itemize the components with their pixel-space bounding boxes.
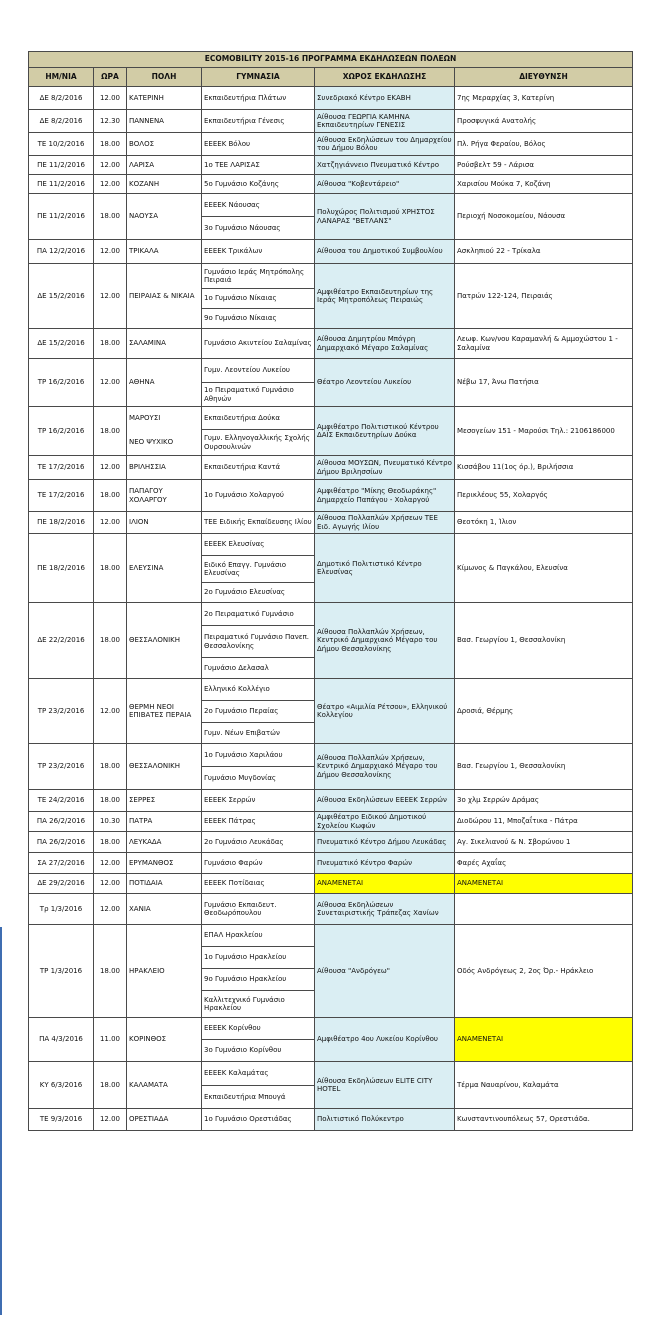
event-date: ΠΕ 11/2/2016 [29, 156, 94, 175]
event-row [29, 534, 633, 556]
event-venue: Αμφιθέατρο "Μίκης Θεοδωράκης" Δημαρχείο Παπάγου - Χολαργού [315, 480, 455, 512]
event-venue: Αίθουσα Εκδηλώσεων του Δημαρχείου του Δήμου Βόλου [315, 133, 455, 156]
event-school: 1ο ΤΕΕ ΛΑΡΙΣΑΣ [202, 156, 315, 175]
event-school: 1ο Γυμνάσιο Ορεστιάδας [202, 1109, 315, 1131]
event-school: 1ο Γυμνάσιο Χαριλάου [202, 744, 315, 767]
event-city [127, 407, 202, 456]
event-city: ΧΑΝΙΑ [127, 894, 202, 925]
event-address: Φαρές Αχαΐας [455, 853, 633, 874]
event-date: ΠΕ 11/2/2016 [29, 194, 94, 240]
event-school: ΕΕΕΕΚ Ποτίδαιας [202, 874, 315, 894]
event-school: 9ο Γυμνάσιο Νίκαιας [202, 309, 315, 329]
event-venue: Αμφιθέατρο Ειδικού Δημοτικού Σχολείου Κωφών [315, 812, 455, 832]
event-venue: Θέατρο Λεοντείου Λυκείου [315, 359, 455, 407]
event-city: ΠΑΤΡΑ [127, 812, 202, 832]
event-address: Δροσιά, Θέρμης [455, 679, 633, 744]
event-school: Ελληνικό Κολλέγιο [202, 679, 315, 701]
event-row [29, 407, 633, 430]
event-city: ΟΡΕΣΤΙΑΔΑ [127, 1109, 202, 1131]
event-time: 12.00 [94, 894, 127, 925]
event-address: Προσφυγικά Ανατολής [455, 110, 633, 133]
event-date: ΠΑ 26/2/2016 [29, 832, 94, 853]
event-city: ΠΟΤΙΔΑΙΑ [127, 874, 202, 894]
event-city: ΛΕΥΚΑΔΑ [127, 832, 202, 853]
event-time: 18.00 [94, 329, 127, 359]
event-time: 11.00 [94, 1018, 127, 1062]
event-school: ΕΕΕΕΚ Σερρών [202, 790, 315, 812]
header-address: ΔΙΕΥΘΥΝΣΗ [455, 68, 633, 87]
event-address: Διοδώρου 11, Μποζαΐτικα - Πάτρα [455, 812, 633, 832]
event-city: ΘΕΣΣΑΛΟΝΙΚΗ [127, 603, 202, 679]
event-time: 12.00 [94, 456, 127, 480]
event-time: 18.00 [94, 925, 127, 1018]
event-address: 3ο χλμ Σερρών Δράμας [455, 790, 633, 812]
event-row [29, 812, 633, 832]
event-date: ΠΕ 18/2/2016 [29, 534, 94, 603]
event-school: 2ο Πειραματικό Γυμνάσιο [202, 603, 315, 626]
event-row [29, 456, 633, 480]
event-time: 18.00 [94, 480, 127, 512]
event-venue: Αίθουσα ΓΕΩΡΓΙΑ ΚΑΜΗΝΑ Εκπαιδευτηρίων ΓΕΝΕΣΙΣ [315, 110, 455, 133]
event-date: ΠΕ 18/2/2016 [29, 512, 94, 534]
event-date: ΤΡ 23/2/2016 [29, 744, 94, 790]
event-venue: Αίθουσα ΜΟΥΣΩΝ, Πνευματικό Κέντρο Δήμου Βριλησσίων [315, 456, 455, 480]
event-date: ΠΑ 4/3/2016 [29, 1018, 94, 1062]
event-address: ΑΝΑΜΕΝΕΤΑΙ [455, 874, 633, 894]
event-row [29, 1018, 633, 1040]
event-school: Εκπαιδευτήρια Γένεσις [202, 110, 315, 133]
event-school: Γυμνάσιο Φαρών [202, 853, 315, 874]
event-time: 18.00 [94, 790, 127, 812]
event-time: 18.00 [94, 534, 127, 603]
event-row [29, 744, 633, 767]
event-time: 10.30 [94, 812, 127, 832]
event-city: ΚΑΤΕΡΙΝΗ [127, 87, 202, 110]
event-time: 12.00 [94, 156, 127, 175]
event-city: ΑΘΗΝΑ [127, 359, 202, 407]
event-venue: Αίθουσα Εκδηλώσεων Συνεταιριστικής Τράπεζας Χανίων [315, 894, 455, 925]
event-school: Γυμνάσιο Μυγδονίας [202, 767, 315, 790]
event-time: 18.00 [94, 744, 127, 790]
event-address [455, 894, 633, 925]
event-address: Κωνσταντινουπόλεως 57, Ορεστιάδα. [455, 1109, 633, 1131]
event-school: ΕΠΑΛ Ηρακλείου [202, 925, 315, 947]
event-city: ΚΟΡΙΝΘΟΣ [127, 1018, 202, 1062]
event-time: 12.00 [94, 874, 127, 894]
event-row [29, 832, 633, 853]
event-school: Γυμν. Νέων Επιβατών [202, 723, 315, 744]
event-city-part: ΜΑΡΟΥΣΙ [129, 414, 161, 423]
event-date: ΠΕ 11/2/2016 [29, 175, 94, 194]
event-address: Ασκληπιού 22 - Τρίκαλα [455, 240, 633, 264]
event-address: Κίμωνος & Παγκάλου, Ελευσίνα [455, 534, 633, 603]
event-date: ΤΕ 17/2/2016 [29, 480, 94, 512]
event-city: ΘΕΣΣΑΛΟΝΙΚΗ [127, 744, 202, 790]
event-venue: Αίθουσα Εκδηλώσεων ΕΕΕΕΚ Σερρών [315, 790, 455, 812]
event-date: Τρ 1/3/2016 [29, 894, 94, 925]
event-school: 5ο Γυμνάσιο Κοζάνης [202, 175, 315, 194]
header-row [29, 68, 633, 87]
event-school: 1ο Πειραματικό Γυμνάσιο Αθηνών [202, 383, 315, 407]
event-date: ΤΡ 16/2/2016 [29, 407, 94, 456]
event-date: ΔΕ 22/2/2016 [29, 603, 94, 679]
event-venue: Αμφιθέατρο 4ου Λυκείου Κορίνθου [315, 1018, 455, 1062]
event-school: 1ο Γυμνάσιο Ηρακλείου [202, 947, 315, 969]
event-city: ΠΕΙΡΑΙΑΣ & ΝΙΚΑΙΑ [127, 264, 202, 329]
event-address: Αγ. Σικελιανού & Ν. Σβορώνου 1 [455, 832, 633, 853]
event-school: Εκπαιδευτήρια Δούκα [202, 407, 315, 430]
event-venue: Θέατρο «Αιμιλία Ρέτσου», Ελληνικού Κολλεγίου [315, 679, 455, 744]
event-venue: ΑΝΑΜΕΝΕΤΑΙ [315, 874, 455, 894]
event-school: 2ο Γυμνάσιο Περαίας [202, 701, 315, 723]
event-school: Γυμνάσιο Ιεράς Μητρόπολης Πειραιά [202, 264, 315, 289]
event-row [29, 480, 633, 512]
event-address: ΑΝΑΜΕΝΕΤΑΙ [455, 1018, 633, 1062]
event-venue: Πνευματικό Κέντρο Φαρών [315, 853, 455, 874]
event-city: ΒΟΛΟΣ [127, 133, 202, 156]
event-city: ΠΑΠΑΓΟΥ ΧΟΛΑΡΓΟΥ [127, 480, 202, 512]
event-city: ΣΕΡΡΕΣ [127, 790, 202, 812]
event-date: ΔΕ 15/2/2016 [29, 264, 94, 329]
event-date: ΔΕ 29/2/2016 [29, 874, 94, 894]
event-time: 12.00 [94, 240, 127, 264]
event-city: ΚΑΛΑΜΑΤΑ [127, 1062, 202, 1109]
event-venue: Πολυχώρος Πολιτισμού ΧΡΗΣΤΟΣ ΛΑΝΑΡΑΣ "ΒΕΤΛΑΝΣ" [315, 194, 455, 240]
event-school: ΤΕΕ Ειδικής Εκπαίδευσης Ιλίου [202, 512, 315, 534]
event-address: Λεωφ. Κων/νου Καραμανλή & Αμμοχώστου 1 - Σαλαμίνα [455, 329, 633, 359]
event-date: ΔΕ 8/2/2016 [29, 110, 94, 133]
event-city: ΗΡΑΚΛΕΙΟ [127, 925, 202, 1018]
event-date: ΣΑ 27/2/2016 [29, 853, 94, 874]
event-school: ΕΕΕΕΚ Βόλου [202, 133, 315, 156]
event-school: Γυμνάσιο Δελασαλ [202, 658, 315, 679]
event-city: ΘΕΡΜΗ ΝΕΟΙ ΕΠΙΒΑΤΕΣ ΠΕΡΑΙΑ [127, 679, 202, 744]
events-table [28, 51, 633, 1131]
event-school: Γυμνάσιο Εκπαιδευτ. Θεοδωρόπουλου [202, 894, 315, 925]
event-venue: Αμφιθέατρο Πολιτιστικού Κέντρου ΔΑΪΣ Εκπαιδευτηρίων Δούκα [315, 407, 455, 456]
event-time: 12.00 [94, 87, 127, 110]
event-time: 12.00 [94, 264, 127, 329]
title-row [29, 52, 633, 68]
event-venue: Αίθουσα Δημητρίου Μπόγρη Δημαρχιακό Μέγαρο Σαλαμίνας [315, 329, 455, 359]
event-address: Βασ. Γεωργίου 1, Θεσσαλονίκη [455, 744, 633, 790]
event-row [29, 679, 633, 701]
event-city: ΕΛΕΥΣΙΝΑ [127, 534, 202, 603]
event-address: Θεοτόκη 1, Ίλιον [455, 512, 633, 534]
event-city: ΝΑΟΥΣΑ [127, 194, 202, 240]
event-school: ΕΕΕΕΚ Ελευσίνας [202, 534, 315, 556]
event-date: ΤΡ 1/3/2016 [29, 925, 94, 1018]
event-venue: Αίθουσα Πολλαπλών Χρήσεων, Κεντρικό Δημαρχιακό Μέγαρο του Δήμου Θεσσαλονίκης [315, 603, 455, 679]
event-time: 12.00 [94, 853, 127, 874]
event-school: 9ο Γυμνάσιο Ηρακλείου [202, 969, 315, 991]
event-address: Χαρισίου Μούκα 7, Κοζάνη [455, 175, 633, 194]
event-date: ΚΥ 6/3/2016 [29, 1062, 94, 1109]
event-address: 7ης Μεραρχίας 3, Κατερίνη [455, 87, 633, 110]
event-venue: Πολιτιστικό Πολύκεντρο [315, 1109, 455, 1131]
event-time: 12.00 [94, 359, 127, 407]
event-school: Γυμν. Ελληνογαλλικής Σχολής Ουρσουλινών [202, 430, 315, 456]
event-row [29, 925, 633, 947]
event-address: Περιοχή Νοσοκομείου, Νάουσα [455, 194, 633, 240]
event-row [29, 264, 633, 289]
event-school: Εκπαιδευτήρια Μπουγά [202, 1086, 315, 1109]
event-city: ΙΛΙΟΝ [127, 512, 202, 534]
event-city: ΚΟΖΑΝΗ [127, 175, 202, 194]
event-date: ΤΕ 24/2/2016 [29, 790, 94, 812]
event-row [29, 87, 633, 110]
event-row [29, 1062, 633, 1086]
header-venue: ΧΩΡΟΣ ΕΚΔΗΛΩΣΗΣ [315, 68, 455, 87]
event-row [29, 175, 633, 194]
event-row [29, 603, 633, 626]
event-date: ΠΑ 12/2/2016 [29, 240, 94, 264]
header-time: ΩΡΑ [94, 68, 127, 87]
event-school: 3ο Γυμνάσιο Νάουσας [202, 217, 315, 240]
event-venue: Δημοτικό Πολιτιστικό Κέντρο Ελευσίνας [315, 534, 455, 603]
event-venue: Αίθουσα "Κοβεντάρειο" [315, 175, 455, 194]
event-venue: Αίθουσα Πολλαπλών Χρήσεων, Κεντρικό Δημαρχιακό Μέγαρο του Δήμου Θεσσαλονίκης [315, 744, 455, 790]
event-address: Νέβω 17, Άνω Πατήσια [455, 359, 633, 407]
event-school: 2ο Γυμνάσιο Ελευσίνας [202, 583, 315, 603]
event-address: Πατρών 122-124, Πειραιάς [455, 264, 633, 329]
header-city: ΠΟΛΗ [127, 68, 202, 87]
event-city: ΕΡΥΜΑΝΘΟΣ [127, 853, 202, 874]
event-city: ΠΑΝΝΕΝΑ [127, 110, 202, 133]
event-address: Πλ. Ρήγα Φεραίου, Βόλος [455, 133, 633, 156]
event-address: Ρούσβελτ 59 - Λάρισα [455, 156, 633, 175]
event-address: Περικλέους 55, Χολαργός [455, 480, 633, 512]
event-row [29, 359, 633, 383]
event-time: 18.00 [94, 407, 127, 456]
event-venue: Συνεδριακό Κέντρο ΕΚΑΒΗ [315, 87, 455, 110]
event-address: Τέρμα Ναυαρίνου, Καλαμάτα [455, 1062, 633, 1109]
event-date: ΤΕ 9/3/2016 [29, 1109, 94, 1131]
event-city: ΣΑΛΑΜΙΝΑ [127, 329, 202, 359]
event-address: Κισσάβου 11(1ος όρ.), Βριλήσσια [455, 456, 633, 480]
event-row [29, 133, 633, 156]
event-school: Γυμν. Λεοντείου Λυκείου [202, 359, 315, 383]
event-school: ΕΕΕΕΚ Κορίνθου [202, 1018, 315, 1040]
event-venue: Αίθουσα Πολλαπλών Χρήσεων ΤΕΕ Ειδ. Αγωγής Ιλίου [315, 512, 455, 534]
event-venue: Αίθουσα "Ανδρόγεω" [315, 925, 455, 1018]
event-row [29, 512, 633, 534]
event-date: ΤΕ 10/2/2016 [29, 133, 94, 156]
event-row [29, 894, 633, 925]
event-time: 12.00 [94, 175, 127, 194]
event-school: 1ο Γυμνάσιο Χολαργού [202, 480, 315, 512]
event-school: Εκπαιδευτήρια Καντά [202, 456, 315, 480]
event-row [29, 240, 633, 264]
header-date: ΗΜ/ΝΙΑ [29, 68, 94, 87]
event-school: Πειραματικό Γυμνάσιο Πανεπ. Θεσσαλονίκης [202, 626, 315, 658]
event-venue: Πνευματικό Κέντρο Δήμου Λευκάδας [315, 832, 455, 853]
event-date: ΠΑ 26/2/2016 [29, 812, 94, 832]
event-address: Μεσογείων 151 - Μαρούσι Τηλ.: 2106186000 [455, 407, 633, 456]
event-row [29, 194, 633, 217]
event-school: ΕΕΕΕΚ Πάτρας [202, 812, 315, 832]
event-school: Ειδικό Επαγγ. Γυμνάσιο Ελευσίνας [202, 556, 315, 583]
event-address: Βασ. Γεωργίου 1, Θεσσαλονίκη [455, 603, 633, 679]
event-school: Καλλιτεχνικό Γυμνάσιο Ηρακλείου [202, 991, 315, 1018]
event-venue: Αίθουσα του Δημοτικού Συμβουλίου [315, 240, 455, 264]
event-time: 12.00 [94, 1109, 127, 1131]
event-venue: Αίθουσα Εκδηλώσεων ELITE CITY HOTEL [315, 1062, 455, 1109]
event-city-part: ΝΕΟ ΨΥΧΙΚΟ [129, 438, 174, 447]
event-school: 2ο Γυμνάσιο Λευκάδας [202, 832, 315, 853]
event-school: 1ο Γυμνάσιο Νίκαιας [202, 289, 315, 309]
event-row [29, 329, 633, 359]
event-row [29, 790, 633, 812]
event-date: ΤΕ 17/2/2016 [29, 456, 94, 480]
event-time: 18.00 [94, 832, 127, 853]
event-date: ΤΡ 23/2/2016 [29, 679, 94, 744]
header-schools: ΓΥΜΝΑΣΙΑ [202, 68, 315, 87]
event-school: ΕΕΕΕΚ Καλαμάτας [202, 1062, 315, 1086]
event-row [29, 853, 633, 874]
event-venue: Χατζηγιάννειο Πνευματικό Κέντρο [315, 156, 455, 175]
event-time: 18.00 [94, 194, 127, 240]
event-school: 3ο Γυμνάσιο Κορίνθου [202, 1040, 315, 1062]
event-school: Εκπαιδευτήρια Πλάτων [202, 87, 315, 110]
event-address: Οδός Ανδρόγεως 2, 2ος Όρ.- Ηράκλειο [455, 925, 633, 1018]
event-date: ΔΕ 8/2/2016 [29, 87, 94, 110]
event-time: 12.30 [94, 110, 127, 133]
event-time: 18.00 [94, 603, 127, 679]
table-title: ECOMOBILITY 2015-16 ΠΡΟΓΡΑΜΜΑ ΕΚΔΗΛΩΣΕΩΝ ΠΟΛΕΩΝ [29, 52, 633, 68]
event-school: Γυμνάσιο Ακιντείου Σαλαμίνας [202, 329, 315, 359]
event-city: ΛΑΡΙΣΑ [127, 156, 202, 175]
event-city: ΒΡΙΛΗΣΣΙΑ [127, 456, 202, 480]
event-school: ΕΕΕΕΚ Τρικάλων [202, 240, 315, 264]
event-time: 12.00 [94, 679, 127, 744]
event-row [29, 156, 633, 175]
event-school: ΕΕΕΕΚ Νάουσας [202, 194, 315, 217]
event-time: 18.00 [94, 133, 127, 156]
left-accent-bar [0, 927, 2, 1315]
event-row [29, 110, 633, 133]
event-row [29, 874, 633, 894]
event-date: ΔΕ 15/2/2016 [29, 329, 94, 359]
event-date: ΤΡ 16/2/2016 [29, 359, 94, 407]
event-venue: Αμφιθέατρο Εκπαιδευτηρίων της Ιεράς Μητροπόλεως Πειραιώς [315, 264, 455, 329]
event-time: 12.00 [94, 512, 127, 534]
event-time: 18.00 [94, 1062, 127, 1109]
event-city: ΤΡΙΚΑΛΑ [127, 240, 202, 264]
event-row [29, 1109, 633, 1131]
